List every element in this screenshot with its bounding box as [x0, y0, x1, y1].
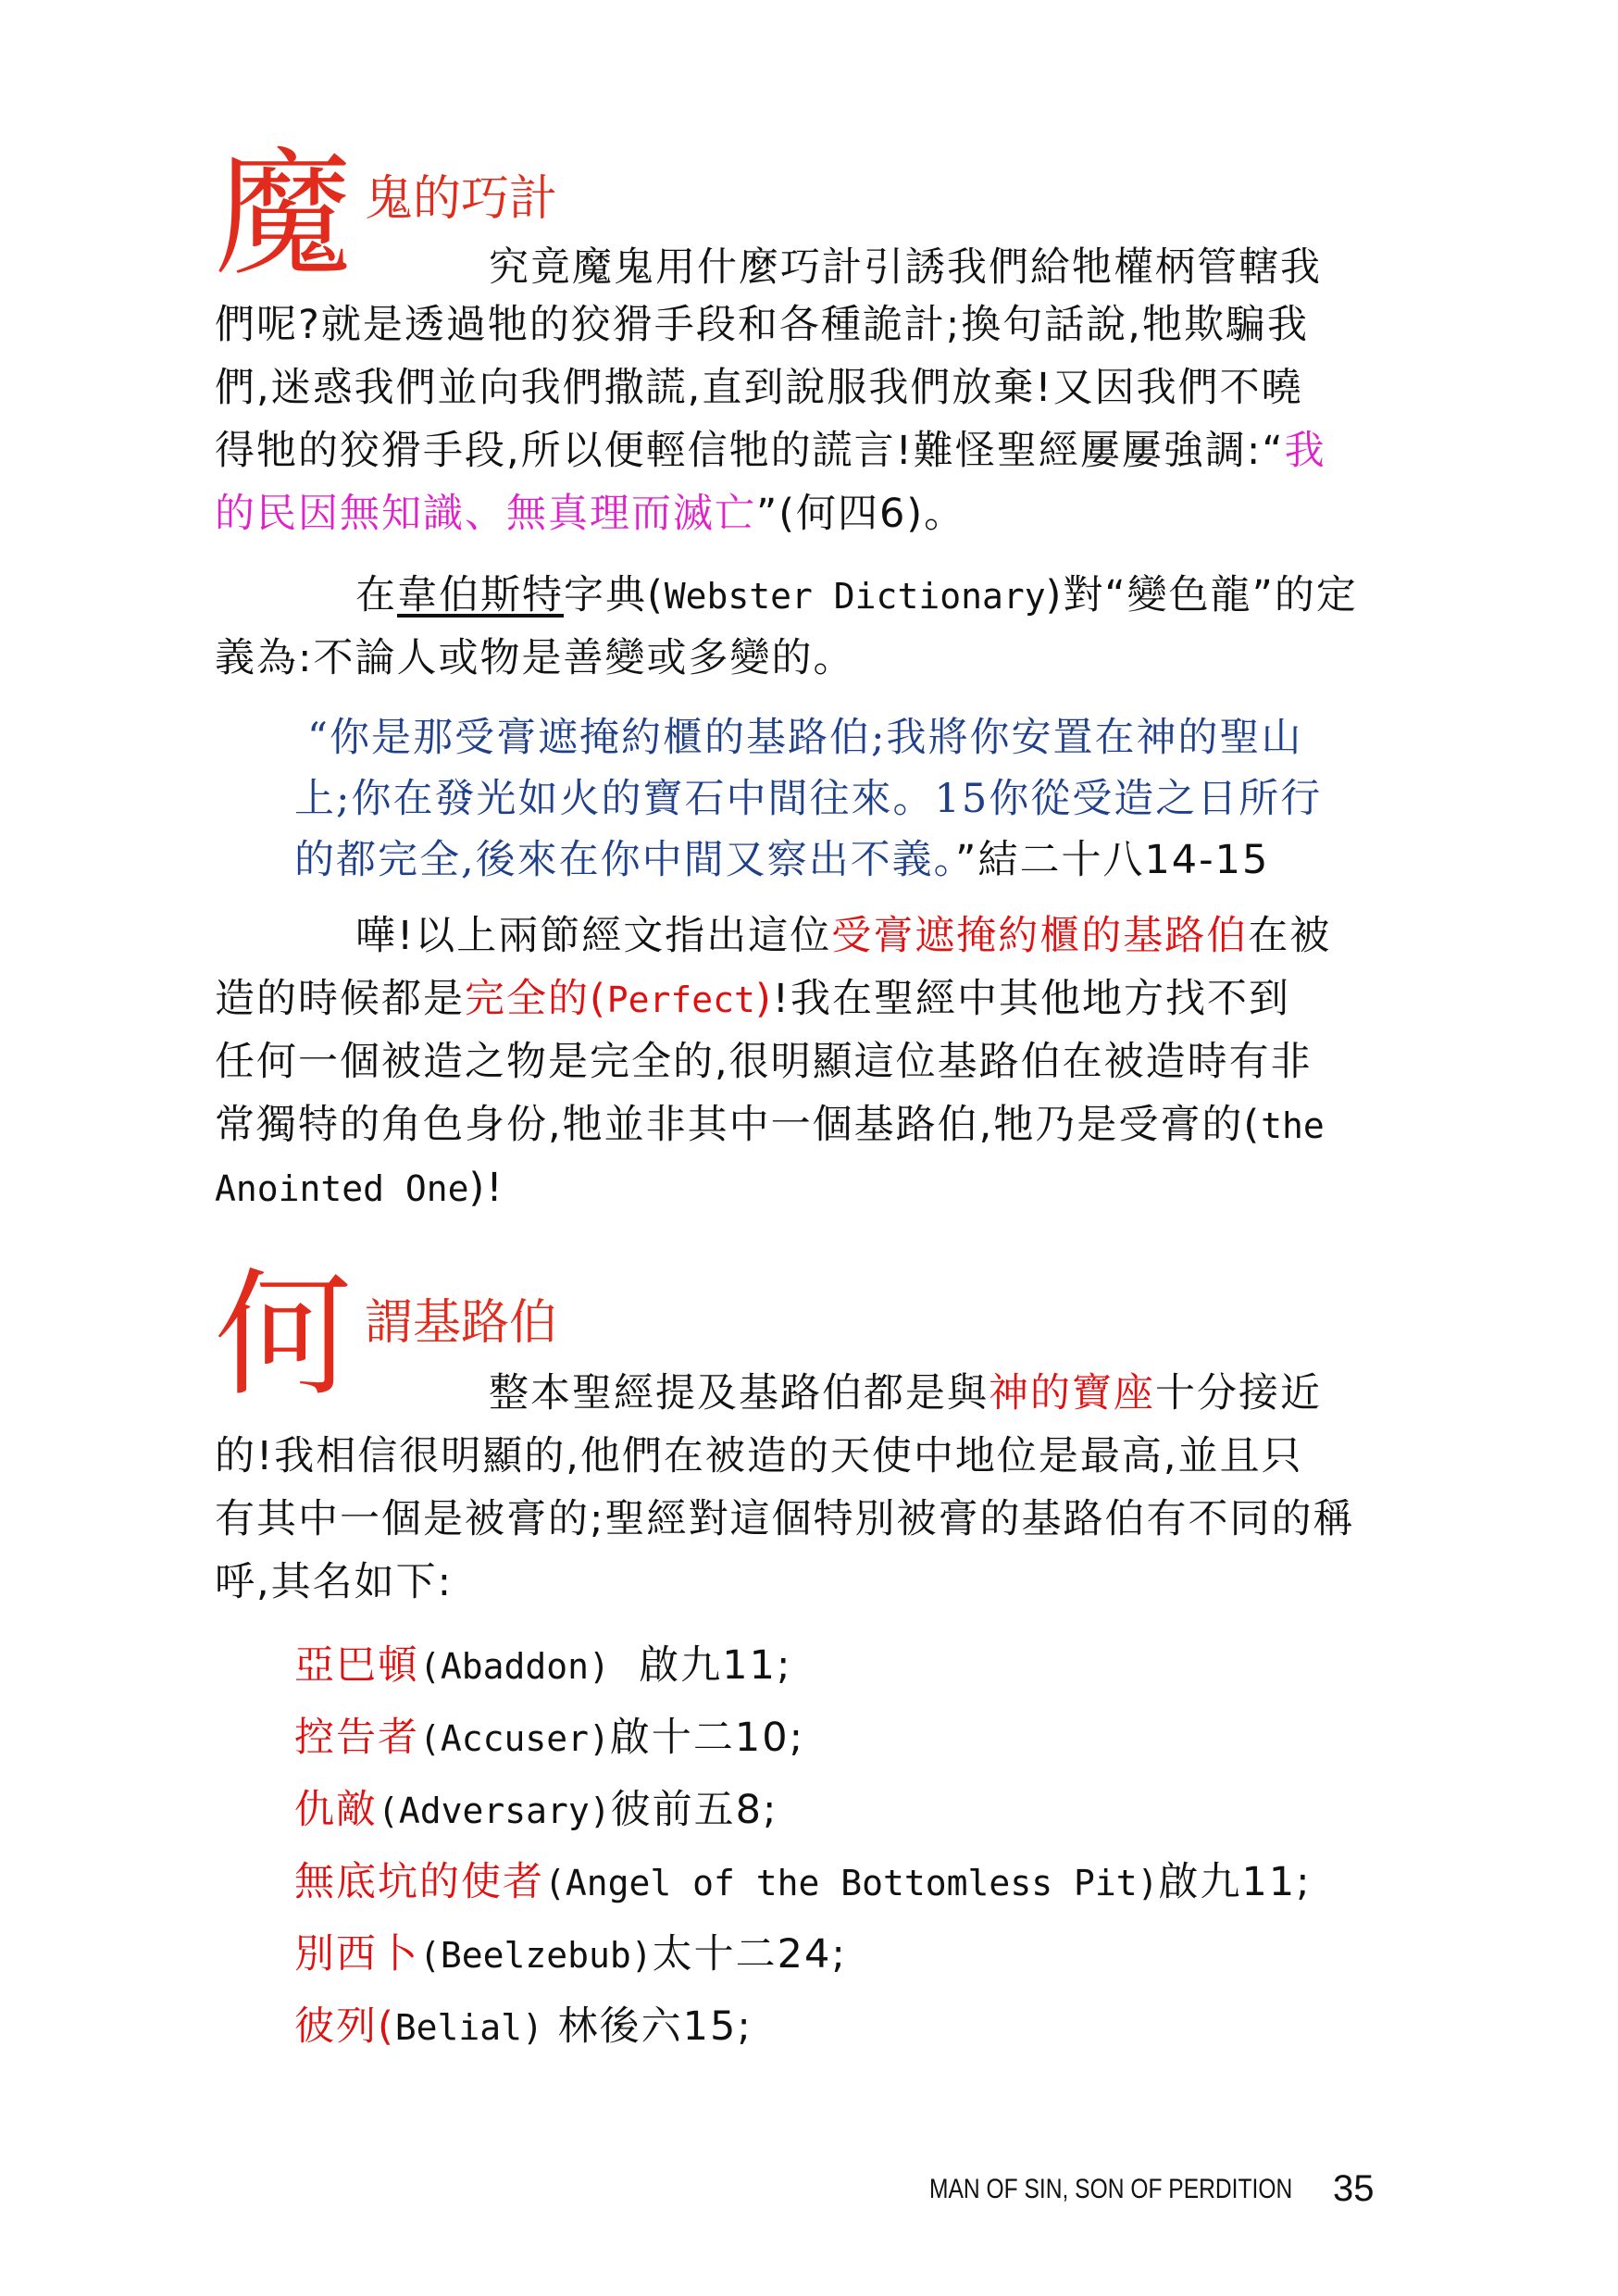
quote-line3: 的都完全,後來在你中間又察出不義。”結二十八14-15 [294, 837, 1270, 883]
list-item: 無底坑的使者(Angel of the Bottomless Pit)啟九11; [294, 1859, 1312, 1905]
footer-book-title: MAN OF SIN, SON OF PERDITION [929, 2174, 1293, 2204]
dropcap-section1: 魔 [215, 135, 352, 294]
section2-title: 謂基路伯 [365, 1295, 558, 1351]
s1-p1-line2: 們呢?就是透過牠的狡猾手段和各種詭計;換句話說,牠欺騙我 [215, 302, 1309, 348]
quote-line1: “你是那受膏遮掩約櫃的基路伯;我將你安置在神的聖山 [307, 715, 1303, 761]
scripture-inline: 的民因無知識、無真理而滅亡 [215, 491, 756, 537]
s2-p1-line4: 呼,其名如下: [215, 1559, 454, 1605]
s1-p2-line1: 在韋伯斯特字典(Webster Dictionary)對“變色龍”的定 [355, 572, 1358, 618]
s1-p1-line5: 的民因無知識、無真理而滅亡”(何四6)。 [215, 491, 966, 537]
s2-p1-line3: 有其中一個是被膏的;聖經對這個特別被膏的基路伯有不同的稱 [215, 1496, 1355, 1542]
s1-p2-line2: 義為:不論人或物是善變或多變的。 [215, 635, 855, 681]
quote-line2: 上;你在發光如火的寶石中間往來。15你從受造之日所行 [294, 776, 1323, 822]
s2-p1-line1: 整本聖經提及基路伯都是與神的寶座十分接近 [489, 1370, 1322, 1416]
s1-p3-line2: 造的時候都是完全的(Perfect)!我在聖經中其他地方找不到 [215, 976, 1290, 1022]
page-number: 35 [1333, 2168, 1375, 2209]
s1-p1-line3: 們,迷惑我們並向我們撒謊,直到說服我們放棄!又因我們不曉 [215, 365, 1303, 411]
s1-p3-line4: 常獨特的角色身份,牠並非其中一個基路伯,牠乃是受膏的(the [215, 1102, 1325, 1148]
s1-p1-line1: 究竟魔鬼用什麼巧計引誘我們給牠權柄管轄我 [489, 244, 1322, 291]
list-item: 控告者(Accuser)啟十二10; [294, 1715, 805, 1761]
s2-p1-line2: 的!我相信很明顯的,他們在被造的天使中地位是最高,並且只 [215, 1433, 1303, 1479]
s1-p3-line5: Anointed One)! [215, 1165, 504, 1211]
list-item: 亞巴頓(Abaddon) 啟九11; [294, 1642, 792, 1689]
list-item: 別西卜(Beelzebub)太十二24; [294, 1931, 847, 1978]
list-item: 彼列(Belial) 林後六15; [294, 2003, 753, 2050]
list-item: 仇敵(Adversary)彼前五8; [294, 1787, 778, 1833]
s1-p3-line1: 嘩!以上兩節經文指出這位受膏遮掩約櫃的基路伯在被 [355, 913, 1332, 959]
s1-p1-line4: 得牠的狡猾手段,所以便輕信牠的謊言!難怪聖經屢屢強調:“我 [215, 428, 1326, 474]
s1-p3-line3: 任何一個被造之物是完全的,很明顯這位基路伯在被造時有非 [215, 1039, 1313, 1085]
dropcap-section2: 何 [215, 1255, 352, 1415]
section1-title: 鬼的巧計 [365, 171, 558, 227]
